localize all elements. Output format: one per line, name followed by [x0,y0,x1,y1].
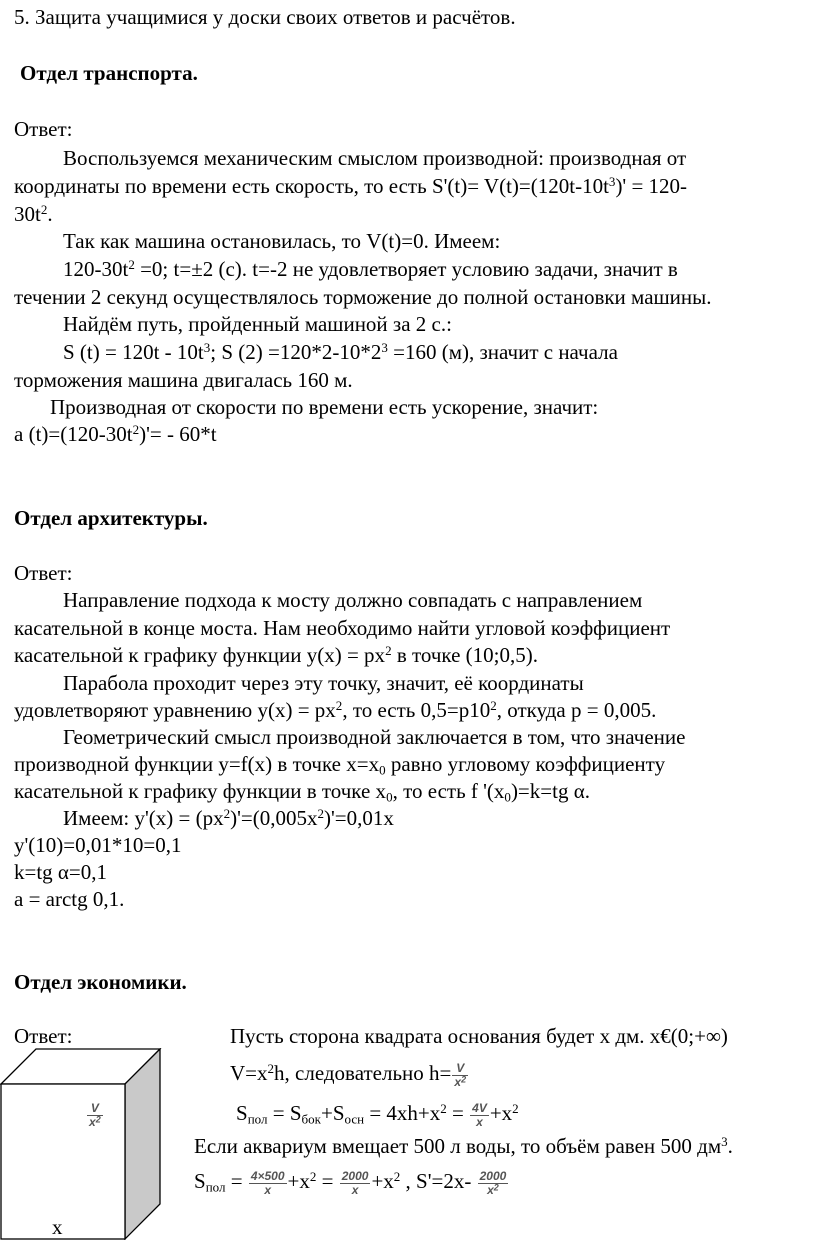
transport-title: Отдел транспорта. [20,61,198,85]
architecture-answer-label: Ответ: [14,561,73,585]
architecture-line-5: удовлетворяют уравнению $y(x) = px^2$, то есть $0,5=p10^2$, откуда p = 0,005. [14,697,657,722]
architecture-line-2: касательной в конце моста. Нам необходимо найти угловой коэффициент [14,616,671,640]
architecture-line-1: Направление подхода к мосту должно совпадать с направлением [63,588,643,612]
architecture-line-10: y'(10)=0,01*10=0,1 [14,833,182,857]
economy-line-3: $S_{пол} = S_{бок}+S_{осн} = 4xh+x^2$ = $\frac{4V}{x}$ $+x^2$ [236,1100,519,1129]
economy-line-5: $S_{пол}$ = $\frac{4\times 500}{x}$ $+x^2$ = $\frac{2000}{x}$ $+x^2$ , S'=2x- $\frac{2000}{x^2}$ [194,1168,507,1197]
fraction-4x500-over-x: $\frac{4\times 500}{x}$ [250,1168,285,1197]
transport-line-11: a $(t)=(120-30t^2)'= - 60*t$ [14,421,217,446]
transport-line-6: течении 2 секунд осуществлялось торможение до полной остановки машины. [14,285,712,309]
transport-line-9: торможения машина двигалась 160 м. [14,368,353,392]
architecture-line-3: касательной к графику функции $y(x) = px^2$ в точке (10;0,5). [14,642,538,667]
fraction-4v-over-x: $\frac{4V}{x}$ [472,1100,487,1129]
transport-line-1: Воспользуемся механическим смыслом производной: производная от [63,146,687,170]
transport-line-4: Так как машина остановилась, то V(t)=0. Имеем: [63,229,501,253]
architecture-line-11: k=tg α=0,1 [14,860,108,884]
box-side-label: x [52,1215,63,1239]
transport-line-10: Производная от скорости по времени есть ускорение, значит: [50,395,599,419]
architecture-line-7: производной функции y=f(x) в точке $x=x_0$ равно угловому коэффициенту [14,752,666,778]
box-front-face [1,1084,125,1239]
architecture-line-9: Имеем: $y'(x) = (px^2)'=(0,005x^2)'=0,01x$ [63,805,394,830]
architecture-line-8: касательной к графику функции в точке $x_0$, то есть f '$(x_0)=k=tg$ α. [14,779,590,805]
transport-line-8: S $(t) = 120t - 10t^3$; S $(2) =120*2-10*2^3 =160$ (м), значит с начала [63,339,618,364]
transport-line-3: $30t^2$. [14,201,53,226]
economy-answer-label: Ответ: [14,1024,73,1048]
economy-title: Отдел экономики. [14,970,187,994]
box-height-label: $\frac{V}{x^2}$ [89,1100,101,1129]
fraction-2000-over-x2: $\frac{2000}{x^2}$ [479,1168,507,1197]
transport-answer-label: Ответ: [14,117,73,141]
economy-line-4: Если аквариум вмещает 500 л воды, то объём равен 500 $дм^3$. [194,1133,733,1158]
architecture-line-6: Геометрический смысл производной заключается в том, что значение [63,725,686,749]
aquarium-box-diagram [0,1048,170,1240]
transport-line-7: Найдём путь, пройденный машиной за 2 с.: [63,312,452,336]
architecture-line-12: a = arctg 0,1. [14,887,125,911]
fraction-v-over-x2: $\frac{V}{x^2}$ [454,1060,467,1089]
economy-line-2: $V=x^2h$, следовательно h= $\frac{V}{x^2}$ [230,1060,467,1089]
economy-line-1: Пусть сторона квадрата основания будет x дм. x€(0;+∞) [230,1024,728,1048]
task-heading: 5. Защита учащимися у доски своих ответов и расчётов. [14,5,516,29]
fraction-2000-over-x: $\frac{2000}{x}$ [341,1168,369,1197]
transport-line-5: $120-30t^2 =0$; t=±2 (с). t=-2 не удовлетворяет условию задачи, значит в [63,256,678,281]
transport-line-2: координаты по времени есть скорость, то есть $S'(t)= V(t)=(120t-10t^3)' = 120-$ [14,173,688,198]
architecture-title: Отдел архитектуры. [14,506,208,530]
architecture-line-4: Парабола проходит через эту точку, значит, её координаты [63,671,584,695]
